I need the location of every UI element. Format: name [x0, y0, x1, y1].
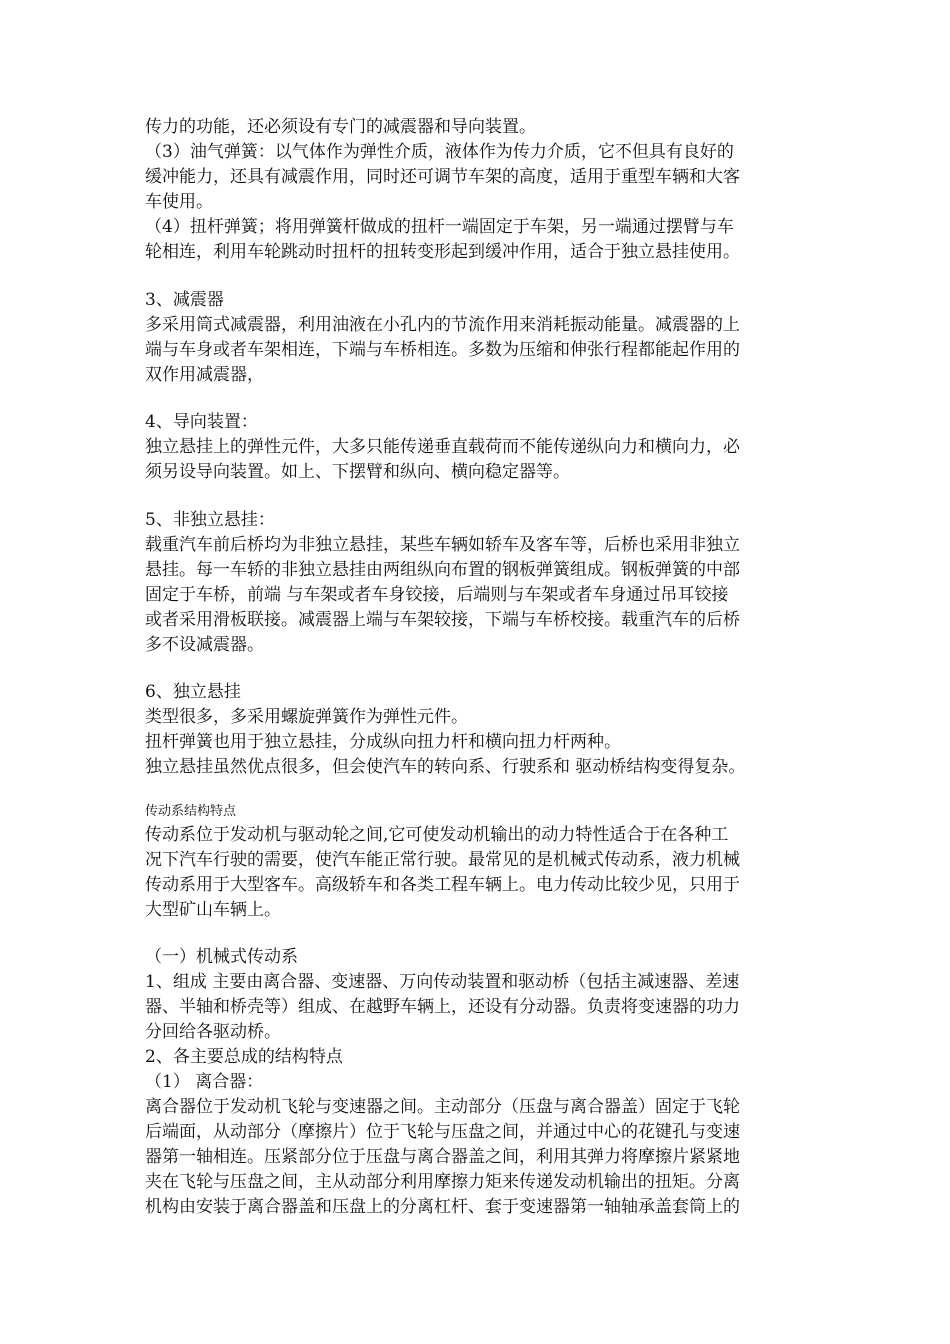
text-line: 载重汽车前后桥均为非独立悬挂，某些车辆如轿车及客车等，后桥也采用非独立 — [145, 535, 740, 555]
text-line: 分回给各驱动桥。 — [145, 1022, 281, 1042]
text-line: 多不设减震器。 — [145, 635, 264, 655]
text-line: 器第一轴相连。压紧部分位于压盘与离合器盖之间，利用其弹力将摩擦片紧紧地 — [145, 1147, 740, 1167]
text-line: （3）油气弹簧：以气体作为弹性介质，液体作为传力介质，它不但具有良好的 — [145, 142, 734, 162]
text-line: 双作用减震器， — [145, 365, 264, 385]
text-line: 1、组成 主要由离合器、变速器、万向传动装置和驱动桥（包括主减速器、差速 — [145, 972, 740, 992]
text-line: 传动系位于发动机与驱动轮之间,它可使发动机输出的动力特性适合于在各种工 — [145, 825, 729, 845]
text-line: 类型很多，多采用螺旋弹簧作为弹性元件。 — [145, 707, 468, 727]
text-line: 轮相连，利用车轮跳动时扭杆的扭转变形起到缓冲作用，适合于独立悬挂使用。 — [145, 242, 740, 262]
text-line: （一）机械式传动系 — [145, 947, 298, 967]
text-line: 后端面，从动部分（摩擦片）位于飞轮与压盘之间，并通过中心的花键孔与变速 — [145, 1122, 740, 1142]
text-line: 缓冲能力，还具有减震作用，同时还可调节车架的高度，适用于重型车辆和大客 — [145, 167, 740, 187]
text-line: 须另设导向装置。如上、下摆臂和纵向、横向稳定器等。 — [145, 462, 570, 482]
text-line: 悬挂。每一车轿的非独立悬挂由两组纵向布置的钢板弹簧组成。钢板弹簧的中部 — [145, 560, 740, 580]
text-line: 夹在飞轮与压盘之间，主从动部分利用摩擦力矩来传递发动机输出的扭矩。分离 — [145, 1172, 740, 1192]
text-line: 况下汽车行驶的需要，使汽车能正常行驶。最常见的是机械式传动系，液力机械 — [145, 850, 740, 870]
text-line: 车使用。 — [145, 192, 213, 212]
text-line: 独立悬挂上的弹性元件，大多只能传递垂直载荷而不能传递纵向力和横向力，必 — [145, 437, 740, 457]
text-line: （1） 离合器： — [145, 1072, 264, 1092]
text-line: 3、减震器 — [145, 290, 224, 310]
text-line: 传力的功能，还必须设有专门的减震器和导向装置。 — [145, 117, 536, 137]
text-line: 传动系用于大型客车。高级轿车和各类工程车辆上。电力传动比较少见，只用于 — [145, 875, 740, 895]
text-line: 离合器位于发动机飞轮与变速器之间。主动部分（压盘与离合器盖）固定于飞轮 — [145, 1097, 740, 1117]
text-line: 或者采用滑板联接。减震器上端与车架较接，下端与车桥校接。载重汽车的后桥 — [145, 610, 740, 630]
section-heading: 传动系结构特点 — [145, 804, 237, 819]
text-line: 大型矿山车辆上。 — [145, 900, 281, 920]
text-line: 机构由安装于离合器盖和压盘上的分离杠杆、套于变速器第一轴轴承盖套筒上的 — [145, 1197, 740, 1217]
text-line: 4、导向装置： — [145, 412, 258, 432]
text-line: （4）扭杆弹簧；将用弹簧杆做成的扭杆一端固定于车架，另一端通过摆臂与车 — [145, 217, 734, 237]
text-line: 扭杆弹簧也用于独立悬挂，分成纵向扭力杆和横向扭力杆两种。 — [145, 732, 621, 752]
text-line: 6、独立悬挂 — [145, 682, 241, 702]
text-line: 固定于车桥，前端 与车架或者车身铰接，后端则与车架或者车身通过吊耳铰接 — [145, 585, 729, 605]
text-line: 端与车身或者车架相连，下端与车桥相连。多数为压缩和伸张行程都能起作用的 — [145, 340, 740, 360]
text-line: 2、各主要总成的结构特点 — [145, 1047, 343, 1067]
text-line: 多采用筒式减震器，利用油液在小孔内的节流作用来消耗振动能量。减震器的上 — [145, 315, 740, 335]
text-line: 器、半轴和桥壳等）组成、在越野车辆上，还设有分动器。负责将变速器的功力 — [145, 997, 740, 1017]
text-line: 5、非独立悬挂： — [145, 510, 275, 530]
text-line: 独立悬挂虽然优点很多，但会使汽车的转向系、行驶系和 驱动桥结构变得复杂。 — [145, 757, 746, 777]
